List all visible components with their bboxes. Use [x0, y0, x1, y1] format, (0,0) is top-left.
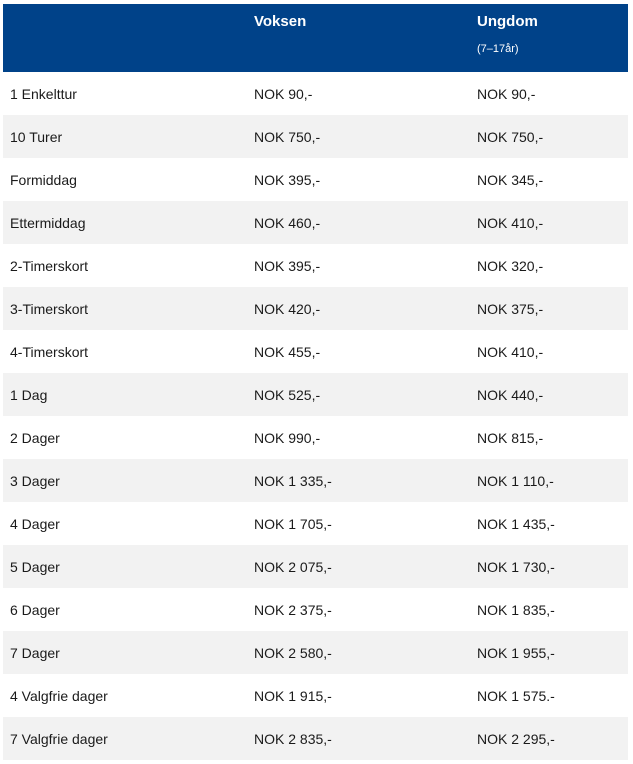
adult-price-cell: NOK 2 375,-	[247, 588, 470, 631]
youth-price-cell: NOK 1 110,-	[470, 459, 628, 502]
adult-price-cell: NOK 2 580,-	[247, 631, 470, 674]
table-row	[3, 631, 628, 674]
table-row	[3, 201, 628, 244]
ticket-type-cell: 2-Timerskort	[3, 244, 247, 287]
adult-price-cell: NOK 2 075,-	[247, 545, 470, 588]
price-table-body	[3, 72, 628, 760]
ticket-type-cell: Formiddag	[3, 158, 247, 201]
adult-price-cell: NOK 455,-	[247, 330, 470, 373]
youth-price-cell: NOK 410,-	[470, 330, 628, 373]
adult-price-cell: NOK 420,-	[247, 287, 470, 330]
adult-price-cell: NOK 750,-	[247, 115, 470, 158]
header-youth-label: Ungdom	[477, 13, 538, 30]
adult-price-cell: NOK 1 915,-	[247, 674, 470, 717]
youth-price-cell: NOK 1 955,-	[470, 631, 628, 674]
ticket-type-cell: 7 Dager	[3, 631, 247, 674]
table-row	[3, 545, 628, 588]
ticket-type-cell: 1 Enkelttur	[3, 72, 247, 115]
adult-price-cell: NOK 1 335,-	[247, 459, 470, 502]
adult-price-cell: NOK 395,-	[247, 244, 470, 287]
adult-price-cell: NOK 525,-	[247, 373, 470, 416]
ticket-type-cell: 3 Dager	[3, 459, 247, 502]
table-row	[3, 502, 628, 545]
ticket-type-cell: 7 Valgfrie dager	[3, 717, 247, 760]
youth-price-cell: NOK 345,-	[470, 158, 628, 201]
table-row	[3, 373, 628, 416]
youth-price-cell: NOK 410,-	[470, 201, 628, 244]
youth-price-cell: NOK 1 835,-	[470, 588, 628, 631]
header-ticket-type-label	[10, 4, 247, 13]
table-row	[3, 588, 628, 631]
ticket-type-cell: 2 Dager	[3, 416, 247, 459]
ticket-type-cell: 6 Dager	[3, 588, 247, 631]
youth-price-cell: NOK 1 730,-	[470, 545, 628, 588]
youth-price-cell: NOK 1 575.-	[470, 674, 628, 717]
table-row	[3, 674, 628, 717]
table-row	[3, 115, 628, 158]
adult-price-cell: NOK 2 835,-	[247, 717, 470, 760]
youth-price-cell: NOK 815,-	[470, 416, 628, 459]
table-header-row	[3, 4, 628, 72]
youth-price-cell: NOK 1 435,-	[470, 502, 628, 545]
adult-price-cell: NOK 990,-	[247, 416, 470, 459]
table-row	[3, 158, 628, 201]
ticket-type-cell: 4 Valgfrie dager	[3, 674, 247, 717]
table-row	[3, 287, 628, 330]
header-ticket-type	[3, 4, 247, 72]
header-adult-label: Voksen	[254, 13, 307, 30]
ticket-type-cell: 4 Dager	[3, 502, 247, 545]
youth-price-cell: NOK 2 295,-	[470, 717, 628, 760]
ticket-type-cell: 10 Turer	[3, 115, 247, 158]
header-youth-age-range: (7–17år)	[477, 43, 519, 55]
ticket-type-cell: 3-Timerskort	[3, 287, 247, 330]
ticket-type-cell: 4-Timerskort	[3, 330, 247, 373]
price-table	[3, 4, 628, 760]
adult-price-cell: NOK 395,-	[247, 158, 470, 201]
table-row	[3, 330, 628, 373]
table-row	[3, 717, 628, 760]
youth-price-cell: NOK 320,-	[470, 244, 628, 287]
adult-price-cell: NOK 90,-	[247, 72, 470, 115]
youth-price-cell: NOK 90,-	[470, 72, 628, 115]
youth-price-cell: NOK 750,-	[470, 115, 628, 158]
ticket-type-cell: Ettermiddag	[3, 201, 247, 244]
adult-price-cell: NOK 1 705,-	[247, 502, 470, 545]
table-row	[3, 72, 628, 115]
ticket-type-cell: 1 Dag	[3, 373, 247, 416]
table-row	[3, 244, 628, 287]
ticket-type-cell: 5 Dager	[3, 545, 247, 588]
youth-price-cell: NOK 375,-	[470, 287, 628, 330]
table-row	[3, 416, 628, 459]
adult-price-cell: NOK 460,-	[247, 201, 470, 244]
header-adult	[247, 4, 470, 72]
header-youth	[470, 4, 628, 72]
table-row	[3, 459, 628, 502]
youth-price-cell: NOK 440,-	[470, 373, 628, 416]
